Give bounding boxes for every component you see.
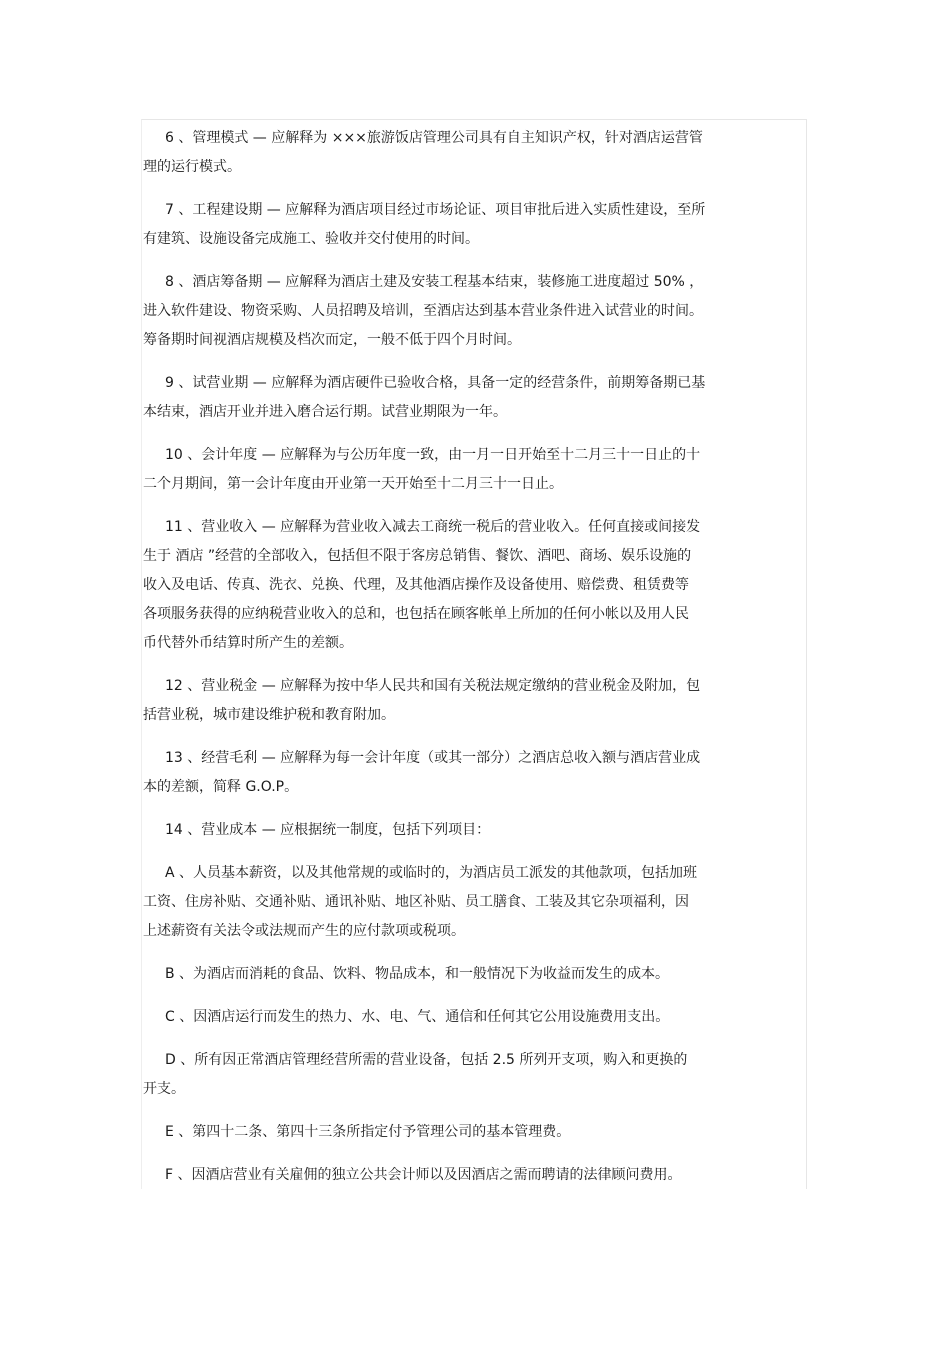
text-line: C 、因酒店运行而发生的热力、水、电、气、通信和任何其它公用设施费用支出。 [165, 1009, 670, 1025]
text-line: F 、因酒店营业有关雇佣的独立公共会计师以及因酒店之需而聘请的法律顾问费用。 [165, 1167, 682, 1183]
text-line: 收入及电话、传真、洗衣、兑换、代理，及其他酒店操作及设备使用、赔偿费、租赁费等 [143, 577, 689, 593]
text-line: 理的运行模式。 [143, 159, 241, 175]
paragraph [143, 124, 793, 182]
text-line: 开支。 [143, 1081, 185, 1097]
text-line: 筹备期时间视酒店规模及档次而定，一般不低于四个月时间。 [143, 332, 521, 348]
paragraph [143, 859, 793, 946]
text-line: 括营业税，城市建设维护税和教育附加。 [143, 707, 395, 723]
paragraph [143, 1118, 793, 1147]
text-line: 9 、试营业期 — 应解释为酒店硬件已验收合格，具备一定的经营条件，前期筹备期已基 [165, 375, 706, 391]
text-line: 11 、营业收入 — 应解释为营业收入减去工商统一税后的营业收入。任何直接或间接发 [165, 519, 701, 535]
text-line: E 、第四十二条、第四十三条所指定付予管理公司的基本管理费。 [165, 1124, 571, 1140]
paragraph [143, 1003, 793, 1032]
text-line: 生于 酒店 ”经营的全部收入，包括但不限于客房总销售、餐饮、酒吧、商场、娱乐设施的 [143, 548, 692, 564]
text-line: 8 、酒店筹备期 — 应解释为酒店土建及安装工程基本结束，装修施工进度超过 50% ， [165, 274, 704, 290]
paragraph [143, 268, 793, 355]
text-line: 7 、工程建设期 — 应解释为酒店项目经过市场论证、项目审批后进入实质性建设，至所 [165, 202, 706, 218]
text-line: 12 、营业税金 — 应解释为按中华人民共和国有关税法规定缴纳的营业税金及附加，包 [165, 678, 701, 694]
text-line: 币代替外币结算时所产生的差额。 [143, 635, 353, 651]
paragraph [143, 513, 793, 658]
text-line: D 、所有因正常酒店管理经营所需的营业设备，包括 2.5 所列开支项，购入和更换的 [165, 1052, 688, 1068]
text-line: 10 、会计年度 — 应解释为与公历年度一致，由一月一日开始至十二月三十一日止的十 [165, 447, 701, 463]
text-line: 本的差额，简释 G.O.P。 [143, 779, 299, 795]
paragraph [143, 816, 793, 845]
text-line: B 、为酒店而消耗的食品、饮料、物品成本，和一般情况下为收益而发生的成本。 [165, 966, 670, 982]
text-line: 各项服务获得的应纳税营业收入的总和，也包括在顾客帐单上所加的任何小帐以及用人民 [143, 606, 689, 622]
paragraph [143, 960, 793, 989]
text-line: 14 、营业成本 — 应根据统一制度，包括下列项目： [165, 822, 491, 838]
paragraph [143, 672, 793, 730]
text-line: 工资、住房补贴、交通补贴、通讯补贴、地区补贴、员工膳食、工装及其它杂项福利，因 [143, 894, 689, 910]
paragraph [143, 441, 793, 499]
text-line: 13 、经营毛利 — 应解释为每一会计年度（或其一部分）之酒店总收入额与酒店营业成 [165, 750, 701, 766]
paragraph [143, 369, 793, 427]
text-line: 本结束，酒店开业并进入磨合运行期。试营业期限为一年。 [143, 404, 507, 420]
text-line: 二个月期间，第一会计年度由开业第一天开始至十二月三十一日止。 [143, 476, 563, 492]
paragraph [143, 744, 793, 802]
text-line: 上述薪资有关法令或法规而产生的应付款项或税项。 [143, 923, 465, 939]
document-body [143, 124, 793, 1204]
paragraph [143, 1046, 793, 1104]
paragraph [143, 196, 793, 254]
text-line: A 、人员基本薪资，以及其他常规的或临时的，为酒店员工派发的其他款项，包括加班 [165, 865, 698, 881]
text-line: 有建筑、设施设备完成施工、验收并交付使用的时间。 [143, 231, 479, 247]
text-line: 6 、管理模式 — 应解释为 ×××旅游饭店管理公司具有自主知识产权，针对酒店运营管 [165, 130, 703, 146]
paragraph [143, 1161, 793, 1190]
text-line: 进入软件建设、物资采购、人员招聘及培训，至酒店达到基本营业条件进入试营业的时间。 [143, 303, 703, 319]
